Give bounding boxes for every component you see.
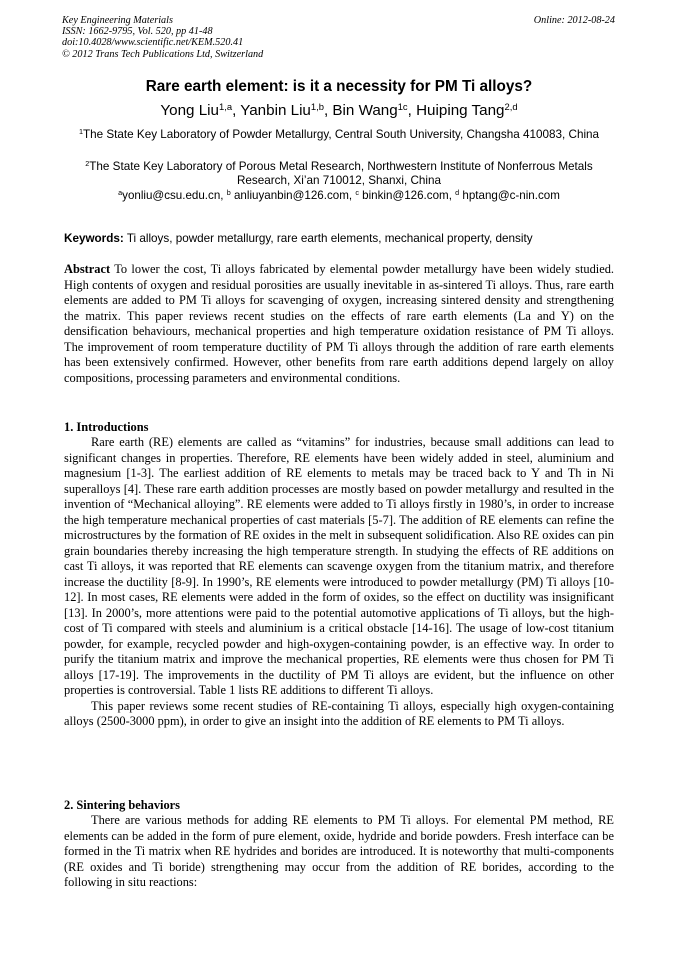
author-superscript: 1,b [310, 100, 324, 112]
email-list: $^a$yonliu@csu.edu.cn, $^b$ anliuyanbin@126.com, $^c$ binkin@126.com, $^d$ hptang@c-nin.com [118, 188, 560, 202]
email-address: hptang@c-nin.com [462, 189, 560, 202]
section-heading-sintering: 2. Sintering behaviors [64, 798, 180, 812]
author-superscript: 2,d [504, 100, 518, 112]
section-heading-introductions: 1. Introductions [64, 420, 149, 434]
author-name: Yong Liu [160, 102, 219, 119]
author-name: Huiping Tang [416, 102, 505, 119]
abstract-text: To lower the cost, Ti alloys fabricated by elemental powder metallurgy have been widely studied. High contents of oxygen and residual porosities are usually inevitable in as-sintered Ti alloys. Thus, rare earth elements are added to PM Ti alloys for scavenging of oxygen, increasing sintered density and strengthening the matrix. This paper reviews recent studies on the effects of rare earth elements (La and Y) on the densification behaviours, mechanical properties and high temperature oxidation resistance of PM Ti alloys. The improvement of room temperature ductility of PM Ti alloys through the addition of rare earth elements has been extensively confirmed. However, other benefits from rare earth additions depend largely on alloy compositions, processing parameters and environmental conditions. [64, 262, 615, 385]
issn-line: ISSN: 1662-9795, Vol. 520, pp 41-48 [62, 26, 213, 38]
section-introductions-body [64, 435, 614, 730]
paragraph: There are various methods for adding RE elements to PM Ti alloys. For elemental PM method, RE elements can be added in the form of pure element, oxide, hydride and boride powders. Fresh interface can be formed in the Ti matrix when RE hydrides and borides are introduced. It is noteworthy that multi-components (RE oxides and Ti boride) strengthening may occur from the addition of RE borides, according to the following in situ reactions: [64, 813, 614, 889]
email-superscript: b [226, 188, 231, 198]
email-address: binkin@126.com [362, 189, 449, 202]
abstract [64, 262, 614, 386]
author-superscript: 1c [397, 100, 408, 112]
affiliation-text: The State Key Laboratory of Powder Metallurgy, Central South University, Changsha 410083, China [83, 128, 600, 141]
keywords-text: Ti alloys, powder metallurgy, rare earth elements, mechanical property, density [126, 232, 533, 245]
copyright-line: © 2012 Trans Tech Publications Ltd, Switzerland [62, 48, 264, 60]
author-list: Yong Liu$^{1,a}$, Yanbin Liu$^{1,b}$, Bin Wang$^{1c}$, Huiping Tang$^{2,d}$ [160, 100, 518, 119]
affiliation-superscript: 1 [78, 127, 83, 137]
email-address: anliuyanbin@126.com [233, 189, 349, 202]
abstract-label: Abstract [64, 262, 111, 276]
section-sintering-body [64, 813, 614, 891]
journal-header [62, 15, 263, 60]
online-date: Online: 2012-08-24 [533, 15, 615, 26]
paragraph: This paper reviews some recent studies of RE-containing Ti alloys, especially high oxygen-containing alloys (2500-3000 ppm), in order to give an insight into the addition of RE elements to PM Ti alloys. [64, 698, 614, 728]
doi-line: doi:10.4028/www.scientific.net/KEM.520.41 [62, 37, 244, 49]
affiliation-superscript: 2 [85, 159, 90, 169]
affiliation-1 [64, 128, 614, 142]
affiliation-text: The State Key Laboratory of Porous Metal Research, Northwestern Institute of Nonferrous Metals Research, Xi’an 710012, Shanxi, China [89, 160, 593, 188]
keywords-label: Keywords: [64, 232, 124, 245]
journal-name: Key Engineering Materials [62, 15, 173, 26]
paragraph: Rare earth (RE) elements are called as “vitamins” for industries, because small additions can lead to significant changes in properties. Therefore, RE elements have been widely added in steel, aluminium and magnesium [1-3]. The earliest addition of RE elements to metals may be traced back to Y and Th in Ni superalloys [4]. These rare earth addition processes are mostly based on powder metallurgy and resulted in the invention of “Mechanical alloying”. RE elements were added to Ti alloys firstly in 1980’s, in order to increase the high temperature mechanical properties of cast materials [5-7]. The addition of RE elements can refine the microstructures by the formation of RE oxides in the melt in subsequent solidification. Also RE oxides can pin grain boundaries thereby increasing the high temperature strength. In studying the effects of RE additions on cast Ti alloys, it was reported that RE elements can scavenge oxygen from the titanium matrix, and therefore increase the ductility [8-9]. In 1990’s, RE elements were introduced to powder metallurgy (PM) Ti alloys [10-12]. In most cases, RE elements were added in the form of oxides, so the effect on ductility was insignificant [13]. In 2000’s, more attentions were paid to the potential automotive applications of Ti alloys, but the high-cost of Ti compared with steels and aluminium is a critical obstacle [14-16]. The usage of low-cost titanium powder, for example, recycled powder and high-oxygen-containing powder, is an effective way. In order to purify the titanium matrix and improve the mechanical properties, RE elements were thus chosen for PM Ti alloys [17-19]. The improvements in the ductility of PM Ti alloys are evident, but the influence on other properties is controversial. Table 1 lists RE additions to different Ti alloys. [64, 435, 614, 697]
email-superscript: c [355, 188, 359, 198]
keywords [64, 232, 614, 245]
email-superscript: a [118, 188, 123, 198]
author-superscript: 1,a [218, 100, 233, 112]
email-superscript: d [455, 188, 460, 198]
email-address: yonliu@csu.edu.cn [122, 189, 221, 202]
affiliation-2 [64, 160, 614, 189]
author-name: Yanbin Liu [240, 102, 311, 119]
paper-title: Rare earth element: is it a necessity for PM Ti alloys? [145, 78, 533, 95]
author-name: Bin Wang [332, 102, 398, 119]
